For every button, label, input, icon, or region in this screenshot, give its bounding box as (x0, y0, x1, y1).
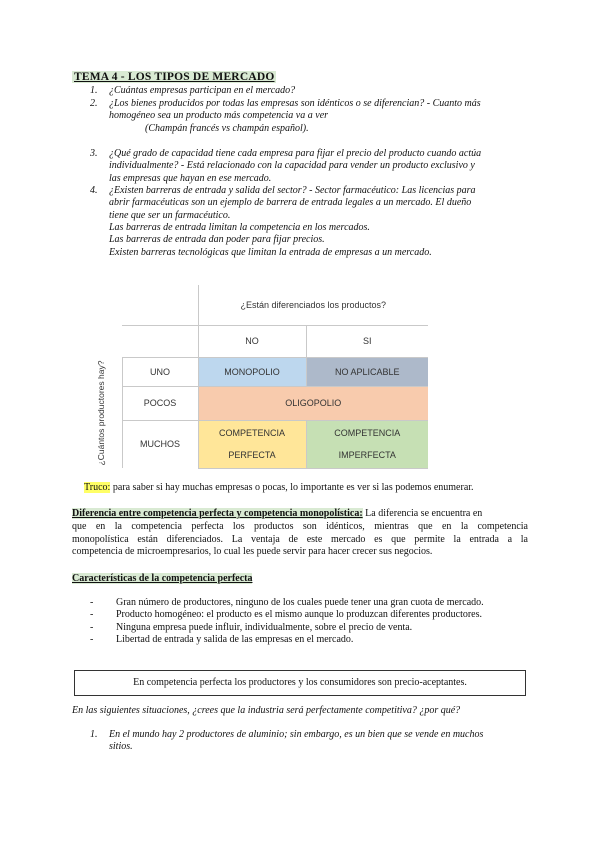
question-3 (90, 148, 530, 188)
box-text: En competencia perfecta los productores y los consumidores son precio-aceptantes. (133, 677, 467, 688)
question-number: 2. (90, 98, 98, 109)
question-line: homogéneo sea un producto más competencia va a ver (109, 110, 329, 122)
cell-competencia-perfecta (198, 420, 306, 468)
situacion-number: 1. (90, 729, 98, 740)
situacion-line: sitios. (109, 741, 133, 753)
caracteristicas-heading: Características de la competencia perfecta (72, 573, 253, 584)
diferencia-line: La diferencia se encuentra en (362, 508, 483, 519)
question-1 (90, 85, 530, 98)
column-header-no: NO (198, 325, 306, 357)
diferencia-paragraph (72, 508, 528, 559)
cell-line: COMPETENCIA (334, 428, 401, 438)
question-line: ¿Cuántas empresas participan en el mercado? (109, 85, 296, 96)
row-axis-label-text: ¿Cuántos productores hay? (95, 360, 106, 465)
diferencia-line: competencia de microempresarios, lo cual les puede servir para hacer crecer sus negocios. (72, 546, 433, 558)
question-2 (90, 98, 530, 138)
precio-aceptantes-box (74, 670, 526, 696)
cell-oligopolio: OLIGOPOLIO (198, 386, 428, 420)
row-axis-label (80, 357, 122, 468)
row-header-muchos: MUCHOS (122, 420, 198, 468)
cell-line: IMPERFECTA (338, 450, 396, 460)
row-header-pocos: POCOS (122, 386, 198, 420)
cell-no-aplicable: NO APLICABLE (306, 357, 428, 386)
question-line: (Champán francés vs champán español). (145, 122, 309, 134)
situaciones-intro: En las siguientes situaciones, ¿crees que la industria será perfectamente competitiva? ¿por qué? (72, 705, 461, 716)
cell-line: COMPETENCIA (218, 428, 285, 438)
question-line: tiene que ser un farmacéutico. (109, 209, 231, 221)
diferencia-line: monopolística están diferenciados. La ventaja de este mercado es que permite la entrada a la (72, 533, 528, 545)
list-item-text: Ninguna empresa puede influir, individualmente, sobre el precio de venta. (116, 621, 413, 633)
list-item: - Producto homogéneo: el producto es el mismo aunque lo produzcan diferentes productores. (90, 609, 483, 621)
question-line: individualmente? - Está relacionado con la capacidad para vender un producto exclusivo y (109, 160, 475, 172)
situacion-line: En el mundo hay 2 productores de aluminio; sin embargo, es un bien que se vende en muchos (109, 729, 484, 740)
list-item: - Libertad de entrada y salida de las empresas en el mercado. (90, 633, 354, 645)
row-header-uno: UNO (122, 357, 198, 386)
question-line: abrir farmacéuticas son un ejemplo de barrera de entrada legales a un mercado. El dueño (109, 197, 472, 209)
question-number: 4. (90, 185, 98, 196)
question-line: ¿Existen barreras de entrada y salida del sector? - Sector farmacéutico: Las licencias para (109, 185, 476, 196)
question-line: Existen barreras tecnológicas que limitan la entrada de empresas a un mercado. (109, 246, 432, 258)
question-line: las empresas que hayan en ese mercado. (109, 172, 272, 184)
question-number: 3. (90, 148, 98, 159)
list-item-text: Producto homogéneo: el producto es el mismo aunque lo produzcan diferentes productores. (116, 609, 483, 621)
cell-monopolio: MONOPOLIO (198, 357, 306, 386)
list-item: - Gran número de productores, ninguno de los cuales puede tener una gran cuota de mercado. (90, 597, 484, 608)
cell-competencia-imperfecta (306, 420, 428, 468)
situacion-1 (90, 729, 530, 755)
page-title: TEMA 4 - LOS TIPOS DE MERCADO (74, 71, 275, 83)
question-line: ¿Los bienes producidos por todas las empresas son idénticos o se diferencian? - Cuanto más (109, 98, 481, 109)
column-axis-label: ¿Están diferenciados los productos? (198, 285, 428, 325)
diferencia-heading: Diferencia entre competencia perfecta y competencia monopolística: (72, 508, 363, 519)
cell-line: PERFECTA (228, 450, 276, 460)
question-line: Las barreras de entrada dan poder para fijar precios. (109, 234, 325, 246)
question-line: Las barreras de entrada limitan la competencia en los mercados. (109, 221, 370, 233)
market-types-table (80, 285, 428, 468)
column-header-si: SI (306, 325, 428, 357)
list-item-text: Gran número de productores, ninguno de los cuales puede tener una gran cuota de mercado. (116, 597, 484, 608)
caracteristicas-list (90, 597, 530, 646)
question-number: 1. (90, 85, 98, 96)
question-4 (90, 185, 530, 261)
truco-text: para saber si hay muchas empresas o pocas, lo importante es ver si las podemos enumerar. (110, 482, 474, 493)
list-item-text: Libertad de entrada y salida de las empresas en el mercado. (116, 633, 354, 645)
list-item: - Ninguna empresa puede influir, individualmente, sobre el precio de venta. (90, 621, 413, 633)
question-line: ¿Qué grado de capacidad tiene cada empresa para fijar el precio del producto cuando actúa (109, 148, 482, 159)
diferencia-line: que en la competencia perfecta los productos son idénticos, mientras que en la competencia (72, 520, 528, 532)
truco-label: Truco: (84, 482, 111, 493)
truco-note (84, 482, 534, 495)
